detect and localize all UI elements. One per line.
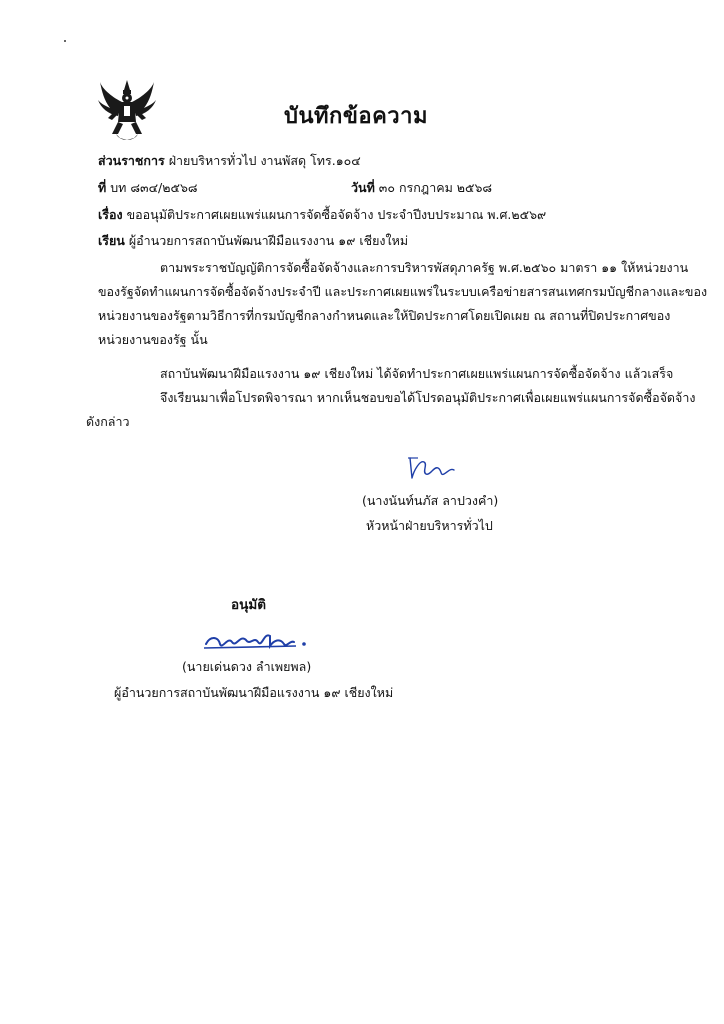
approver-name: (นายเด่นดวง ลำเพยพล) [182, 659, 312, 674]
approver-position: ผู้อำนวยการสถาบันพัฒนาฝีมือแรงงาน ๑๙ เชียงใหม่ [114, 685, 394, 700]
date-label: วันที่ [351, 180, 375, 195]
paragraph-line: สถาบันพัฒนาฝีมือแรงงาน ๑๙ เชียงใหม่ ได้จัดทำประกาศเผยแพร่แผนการจัดซื้อจัดจ้าง แล้วเสร็จ [160, 366, 674, 381]
signer-name: (นางนันท์นภัส ลาปวงคำ) [362, 493, 499, 508]
signature-handwritten [404, 452, 464, 482]
date-line [351, 178, 492, 198]
signer-position: หัวหน้าฝ่ายบริหารทั่วไป [366, 518, 493, 533]
approval-signature-handwritten [200, 622, 310, 656]
department-value: ฝ่ายบริหารทั่วไป งานพัสดุ โทร.๑๐๔ [168, 153, 361, 168]
paragraph-line: ตามพระราชบัญญัติการจัดซื้อจัดจ้างและการบริหารพัสดุภาครัฐ พ.ศ.๒๕๖๐ มาตรา ๑๑ ให้หน่วยงาน [160, 260, 689, 275]
subject-value: ขออนุมัติประกาศเผยแพร่แผนการจัดซื้อจัดจ้าง ประจำปีงบประมาณ พ.ศ.๒๕๖๙ [126, 207, 547, 222]
paragraph-line: ของรัฐจัดทำแผนการจัดซื้อจัดจ้างประจำปี และประกาศเผยแพร่ในระบบเครือข่ายสารสนเทศกรมบัญชีกลางและของ [98, 284, 708, 299]
reference-line [98, 178, 198, 198]
to-value: ผู้อำนวยการสถาบันพัฒนาฝีมือแรงงาน ๑๙ เชียงใหม่ [128, 233, 409, 248]
department-label: ส่วนราชการ [98, 153, 165, 168]
scan-speck [64, 40, 66, 42]
approval-heading: อนุมัติ [231, 597, 267, 613]
paragraph-line: หน่วยงานของรัฐตามวิธีการที่กรมบัญชีกลางกำหนดและให้ปิดประกาศโดยเปิดเผย ณ สถานที่ปิดประกาศของ [98, 308, 671, 323]
reference-value: บท ๘๓๔/๒๕๖๘ [110, 180, 198, 195]
body-paragraph-1 [98, 256, 708, 352]
paragraph-line: หน่วยงานของรัฐ นั้น [98, 332, 208, 347]
subject-label: เรื่อง [98, 207, 123, 222]
paragraph-line: จึงเรียนมาเพื่อโปรดพิจารณา หากเห็นชอบขอได้โปรดอนุมัติประกาศเพื่อเผยแพร่แผนการจัดซื้อจัดจ้าง [160, 390, 696, 405]
paragraph-line: ดังกล่าว [86, 414, 130, 429]
to-label: เรียน [98, 233, 125, 248]
date-value: ๓๐ กรกฎาคม ๒๕๖๘ [378, 180, 493, 195]
subject-line [98, 205, 546, 225]
department-line [98, 151, 361, 171]
body-paragraph-2 [86, 362, 696, 434]
garuda-emblem-icon [96, 78, 158, 146]
to-line [98, 231, 408, 251]
memo-title: บันทึกข้อความ [284, 104, 429, 129]
reference-label: ที่ [98, 180, 107, 195]
